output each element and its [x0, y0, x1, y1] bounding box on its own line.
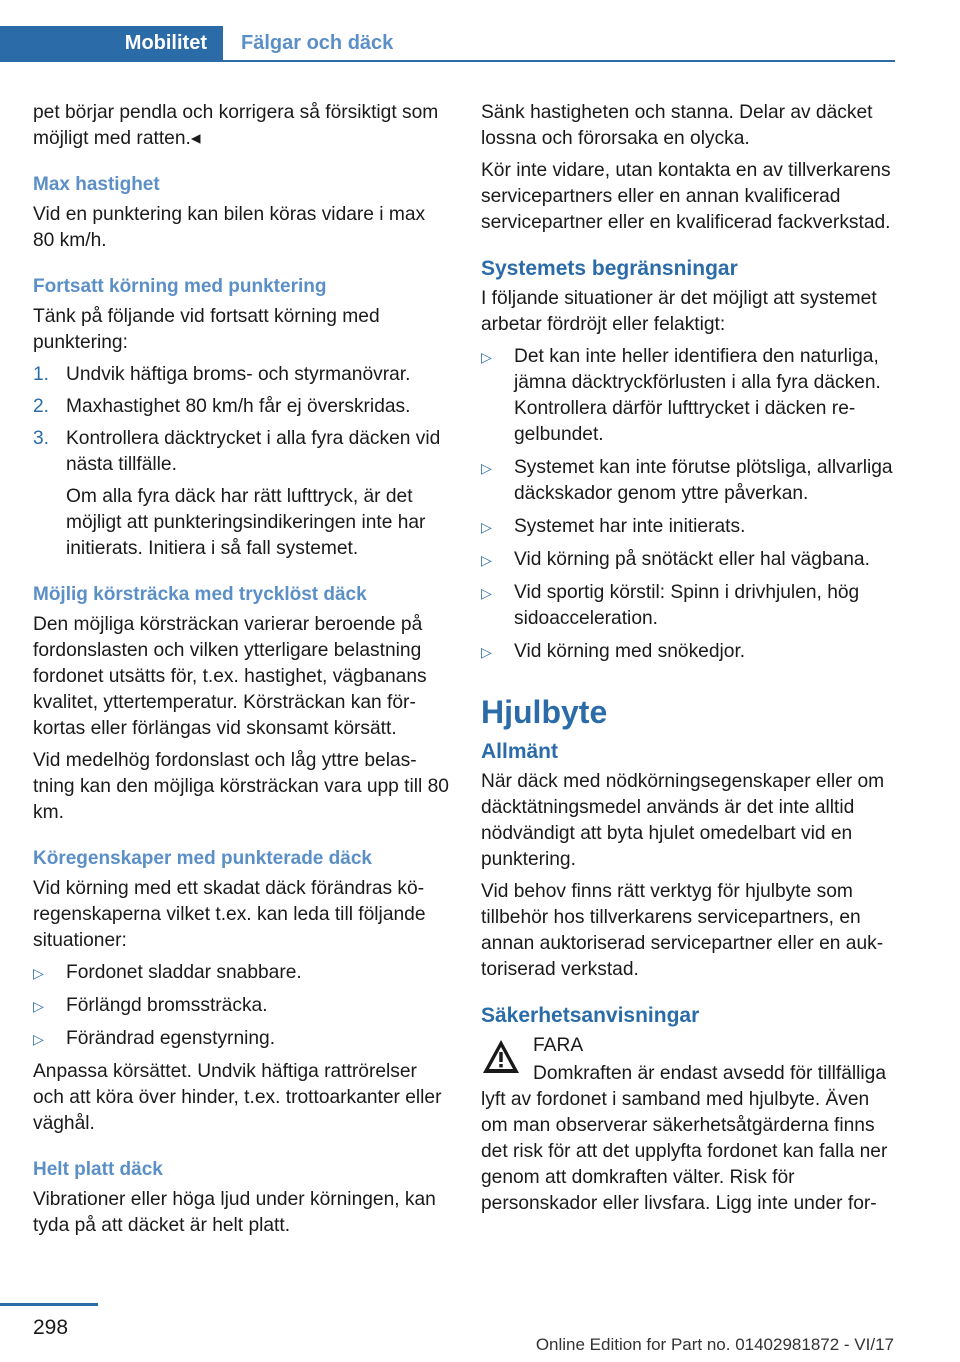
paragraph: Vid behov finns rätt verktyg för hjulbyte som tillbehör hos tillverkarens servicepartners, en annan auktoriserad servicepartner eller en auktoriserad verkstad. [481, 881, 884, 980]
list-item [481, 455, 895, 507]
list-number: 1. [33, 364, 50, 385]
triangle-right-icon: ▷ [33, 998, 44, 1014]
triangle-right-icon: ▷ [481, 519, 492, 535]
heading-hjulbyte: Hjulbyte [481, 694, 608, 730]
list-item [481, 344, 895, 448]
list-item [481, 514, 895, 540]
list-item [481, 639, 895, 665]
heading-sakerhetsanvisningar: Säkerhetsanvisningar [481, 1004, 700, 1027]
bullet-list [481, 344, 895, 665]
list-item-text: Kontrollera däcktrycket i alla fyra däcken vid nästa tillfälle. [66, 428, 441, 475]
page-number: 298 [33, 1316, 69, 1339]
warning-triangle-icon [481, 1037, 521, 1077]
heading-max-hastighet: Max hastighet [33, 174, 160, 195]
tab-falgar-och-dack: Fälgar och däck [223, 26, 895, 60]
paragraph: Den möjliga körsträckan varierar beroende på fordonslasten och vilken ytterligare belastning fordonet utsätts för, t.ex. hastighet, vägbanans kvalitet, yttertemperatur. Körsträckan kan förkortas eller förlängas vid skonsamt körsätt. [33, 614, 427, 739]
warning-block [481, 1033, 895, 1059]
paragraph: Anpassa körsättet. Undvik häftiga rattrörelser och att köra över hinder, t.ex. trottoarkanter eller väghål. [33, 1061, 442, 1134]
paragraph: Tänk på följande vid fortsatt körning med punktering: [33, 306, 380, 353]
bullet-list [33, 960, 451, 1052]
paragraph: I följande situationer är det möjligt att systemet arbetar fördröjt eller felaktigt: [481, 288, 877, 335]
list-item [33, 993, 451, 1019]
right-column [481, 100, 895, 1223]
list-item-text: Systemet kan inte förutse plötsliga, allvarliga däckskador genom yttre påverkan. [514, 457, 893, 504]
list-item-text: Vid körning med snökedjor. [514, 641, 746, 662]
list-item-text: Vid sportig körstil: Spinn i drivhjulen, hög sidoacceleration. [514, 582, 860, 629]
list-number: 3. [33, 428, 50, 449]
triangle-right-icon: ▷ [481, 552, 492, 568]
paragraph: Vid körning med ett skadat däck förändras köregenskaperna vilket t.ex. kan leda till följande situationer: [33, 878, 426, 951]
list-item [33, 394, 451, 420]
triangle-right-icon: ▷ [481, 460, 492, 476]
footer-divider [0, 1303, 98, 1306]
list-item [33, 362, 451, 388]
triangle-right-icon: ▷ [33, 965, 44, 981]
heading-mojlig-korstracka: Möjlig körsträcka med trycklöst däck [33, 584, 367, 605]
list-item [481, 580, 895, 632]
list-item [33, 960, 451, 986]
page-header [0, 0, 960, 62]
warning-text: Domkraften är endast avsedd för tillfälliga lyft av fordonet i samband med hjulbyte. Även om man observerar säkerhetsåtgärderna finns det risk för att det upplyfta fordonet kan falla ner genom att domkraften välter. Risk för personskador eller livsfara. Ligg inte under for- [481, 1063, 888, 1214]
triangle-right-icon: ▷ [481, 585, 492, 601]
warning-title: FARA [533, 1035, 584, 1056]
list-item [33, 1026, 451, 1052]
numbered-list [33, 362, 451, 562]
list-item-text: Förlängd bromssträcka. [66, 995, 268, 1016]
heading-allmant: Allmänt [481, 740, 559, 763]
list-item-text: Undvik häftiga broms- och styrmanövrar. [66, 364, 411, 385]
paragraph: När däck med nödkörningsegenskaper eller om däcktätningsmedel används är det inte alltid nödvändigt att byta hjulet omedelbart vid en punktering. [481, 771, 885, 870]
paragraph: pet börjar pendla och korrigera så försiktigt som möjligt med ratten.◂ [33, 102, 439, 149]
paragraph: Vid medelhög fordonslast och låg yttre belastning kan den möjliga körsträckan vara upp till 80 km. [33, 750, 449, 823]
edition-note: Online Edition for Part no. 01402981872 - VI/17 [535, 1335, 894, 1354]
list-item [33, 426, 451, 562]
list-item-text: Vid körning på snötäckt eller hal vägbana. [514, 549, 870, 570]
list-item-note: Om alla fyra däck har rätt lufttryck, är det möjligt att punkteringsindikeringen inte har initierats. Initiera i så fall systemet. [66, 486, 426, 559]
heading-helt-platt-dack: Helt platt däck [33, 1159, 163, 1180]
tab-mobilitet: Mobilitet [0, 26, 223, 60]
triangle-right-icon: ▷ [481, 644, 492, 660]
paragraph: Vibrationer eller höga ljud under körningen, kan tyda på att däcket är helt platt. [33, 1189, 436, 1236]
list-item-text: Fordonet sladdar snabbare. [66, 962, 302, 983]
left-column [33, 100, 451, 1245]
list-item-text: Maxhastighet 80 km/h får ej överskridas. [66, 396, 411, 417]
paragraph: Kör inte vidare, utan kontakta en av tillverkarens servicepartners eller en annan kvalificerad servicepartner eller en kvalificerad fackverkstad. [481, 160, 891, 233]
heading-systemets-begransningar: Systemets begränsningar [481, 257, 738, 280]
header-divider [0, 60, 895, 62]
heading-fortsatt-korning: Fortsatt körning med punktering [33, 276, 327, 297]
list-item-text: Systemet har inte initierats. [514, 516, 746, 537]
list-number: 2. [33, 396, 50, 417]
list-item-text: Det kan inte heller identifiera den naturliga, jämna däcktryckförlusten i alla fyra däcken. Kontrollera därför lufttrycket i däcken regelbundet. [514, 346, 881, 445]
paragraph: Sänk hastigheten och stanna. Delar av däcket lossna och förorsaka en olycka. [481, 102, 873, 149]
triangle-right-icon: ▷ [33, 1031, 44, 1047]
triangle-right-icon: ▷ [481, 349, 492, 365]
heading-koregenskaper: Köregenskaper med punkterade däck [33, 848, 372, 869]
paragraph: Vid en punktering kan bilen köras vidare i max 80 km/h. [33, 204, 426, 251]
list-item-text: Förändrad egenstyrning. [66, 1028, 276, 1049]
list-item [481, 547, 895, 573]
